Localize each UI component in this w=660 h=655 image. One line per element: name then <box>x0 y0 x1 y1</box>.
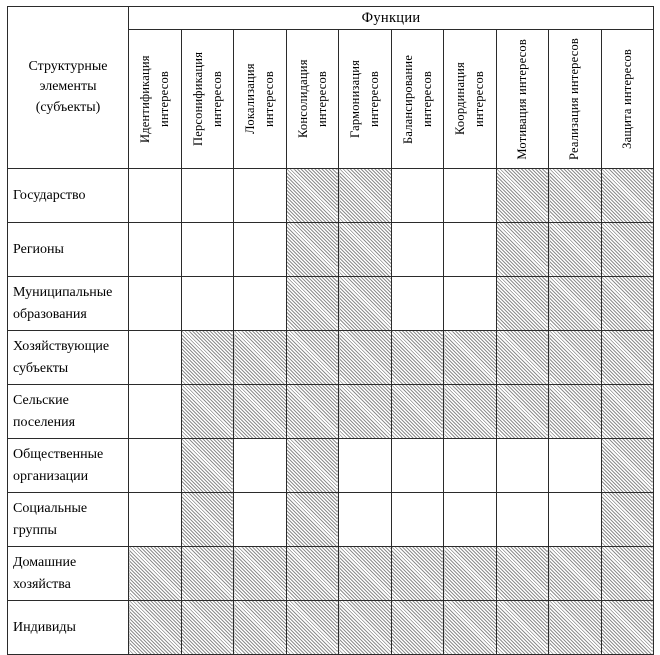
matrix-cell-hatched <box>234 601 287 655</box>
matrix-cell-empty <box>444 439 497 493</box>
table-body <box>8 169 654 655</box>
column-header-label: Идентификация интересов <box>138 55 171 143</box>
table-header <box>8 7 654 169</box>
matrix-cell-empty <box>129 223 182 277</box>
matrix-cell-hatched <box>444 547 497 601</box>
column-header-label: Координация интересов <box>453 62 486 136</box>
matrix-cell-empty <box>391 169 444 223</box>
column-header-label: Консолидация интересов <box>295 59 329 139</box>
matrix-cell-hatched <box>496 223 549 277</box>
functions-header-row <box>8 7 654 30</box>
matrix-cell-hatched <box>391 601 444 655</box>
matrix-cell-hatched <box>496 601 549 655</box>
matrix-cell-hatched <box>496 331 549 385</box>
matrix-cell-hatched <box>496 385 549 439</box>
functions-subjects-matrix-table <box>7 6 654 655</box>
matrix-cell-empty <box>391 493 444 547</box>
table-row <box>8 385 654 439</box>
matrix-cell-hatched <box>339 331 392 385</box>
row-label: Социальные группы <box>8 493 129 547</box>
matrix-cell-hatched <box>549 385 602 439</box>
row-label: Домашние хозяйства <box>8 547 129 601</box>
matrix-cell-hatched <box>549 547 602 601</box>
table-row <box>8 223 654 277</box>
column-header <box>181 30 234 169</box>
row-label: Индивиды <box>8 601 129 655</box>
matrix-cell-hatched <box>286 223 339 277</box>
matrix-cell-hatched <box>286 169 339 223</box>
matrix-cell-hatched <box>444 601 497 655</box>
matrix-cell-hatched <box>549 223 602 277</box>
table-row <box>8 169 654 223</box>
column-header-label: Персонификация интересов <box>190 51 224 147</box>
matrix-cell-hatched <box>286 547 339 601</box>
row-label: Общественные организации <box>8 439 129 493</box>
matrix-cell-empty <box>339 439 392 493</box>
matrix-cell-hatched <box>496 169 549 223</box>
matrix-cell-hatched <box>601 547 654 601</box>
matrix-cell-hatched <box>181 331 234 385</box>
matrix-cell-hatched <box>181 547 234 601</box>
matrix-cell-hatched <box>601 277 654 331</box>
matrix-cell-hatched <box>339 385 392 439</box>
matrix-cell-empty <box>181 169 234 223</box>
matrix-cell-hatched <box>181 385 234 439</box>
matrix-cell-empty <box>234 223 287 277</box>
row-label: Сельские поселения <box>8 385 129 439</box>
matrix-cell-hatched <box>339 547 392 601</box>
matrix-cell-hatched <box>339 601 392 655</box>
column-header-label: Балансирование интересов <box>400 54 434 144</box>
row-label: Муниципальные образования <box>8 277 129 331</box>
matrix-cell-hatched <box>391 547 444 601</box>
matrix-cell-empty <box>391 277 444 331</box>
matrix-cell-hatched <box>601 223 654 277</box>
matrix-cell-empty <box>496 493 549 547</box>
matrix-cell-empty <box>444 493 497 547</box>
matrix-cell-hatched <box>286 331 339 385</box>
functions-header: Функции <box>129 7 654 30</box>
column-header <box>391 30 444 169</box>
matrix-cell-empty <box>496 439 549 493</box>
matrix-cell-empty <box>444 277 497 331</box>
matrix-cell-hatched <box>496 547 549 601</box>
matrix-cell-empty <box>391 223 444 277</box>
matrix-cell-hatched <box>601 385 654 439</box>
matrix-cell-hatched <box>444 385 497 439</box>
table-row <box>8 493 654 547</box>
matrix-cell-hatched <box>601 439 654 493</box>
matrix-cell-hatched <box>339 277 392 331</box>
column-header <box>286 30 339 169</box>
column-header-label: Мотивация интересов <box>514 38 529 160</box>
matrix-cell-empty <box>234 277 287 331</box>
matrix-cell-empty <box>234 169 287 223</box>
matrix-cell-empty <box>234 439 287 493</box>
matrix-cell-empty <box>444 223 497 277</box>
matrix-cell-hatched <box>181 493 234 547</box>
column-header <box>129 30 182 169</box>
matrix-cell-hatched <box>234 385 287 439</box>
column-header <box>496 30 549 169</box>
matrix-cell-hatched <box>181 439 234 493</box>
matrix-cell-empty <box>129 169 182 223</box>
matrix-cell-hatched <box>391 385 444 439</box>
matrix-cell-empty <box>234 493 287 547</box>
table-row <box>8 547 654 601</box>
column-header <box>444 30 497 169</box>
matrix-cell-hatched <box>549 601 602 655</box>
column-header-label: Реализация интересов <box>567 37 582 160</box>
matrix-cell-hatched <box>339 223 392 277</box>
matrix-cell-hatched <box>391 331 444 385</box>
corner-header: Структурные элементы (субъекты) <box>8 7 129 169</box>
matrix-cell-hatched <box>601 331 654 385</box>
matrix-cell-hatched <box>339 169 392 223</box>
matrix-cell-hatched <box>286 385 339 439</box>
column-header <box>601 30 654 169</box>
matrix-cell-hatched <box>286 439 339 493</box>
matrix-cell-hatched <box>601 493 654 547</box>
matrix-cell-empty <box>129 493 182 547</box>
matrix-cell-hatched <box>286 493 339 547</box>
matrix-cell-hatched <box>129 547 182 601</box>
matrix-cell-hatched <box>286 277 339 331</box>
matrix-cell-empty <box>549 439 602 493</box>
matrix-cell-empty <box>549 493 602 547</box>
table-row <box>8 331 654 385</box>
column-header-label: Локализация интересов <box>243 63 276 135</box>
table-row <box>8 601 654 655</box>
row-label: Регионы <box>8 223 129 277</box>
matrix-cell-empty <box>129 277 182 331</box>
matrix-cell-hatched <box>444 331 497 385</box>
matrix-cell-hatched <box>601 601 654 655</box>
matrix-cell-hatched <box>181 601 234 655</box>
matrix-cell-hatched <box>549 169 602 223</box>
row-label: Хозяйствующие субъекты <box>8 331 129 385</box>
matrix-cell-empty <box>181 223 234 277</box>
matrix-cell-hatched <box>601 169 654 223</box>
column-header <box>339 30 392 169</box>
matrix-cell-hatched <box>234 331 287 385</box>
matrix-cell-empty <box>391 439 444 493</box>
matrix-cell-empty <box>181 277 234 331</box>
row-label: Государство <box>8 169 129 223</box>
column-header <box>549 30 602 169</box>
matrix-cell-hatched <box>286 601 339 655</box>
matrix-cell-hatched <box>234 547 287 601</box>
column-header <box>234 30 287 169</box>
matrix-cell-empty <box>444 169 497 223</box>
matrix-cell-hatched <box>549 277 602 331</box>
matrix-cell-empty <box>339 493 392 547</box>
table-row <box>8 277 654 331</box>
matrix-cell-empty <box>129 385 182 439</box>
table-row <box>8 439 654 493</box>
matrix-cell-hatched <box>549 331 602 385</box>
matrix-cell-hatched <box>496 277 549 331</box>
matrix-cell-empty <box>129 331 182 385</box>
matrix-cell-empty <box>129 439 182 493</box>
column-header-label: Гармонизация интересов <box>348 59 381 139</box>
matrix-cell-hatched <box>129 601 182 655</box>
column-header-label: Защита интересов <box>619 49 634 149</box>
